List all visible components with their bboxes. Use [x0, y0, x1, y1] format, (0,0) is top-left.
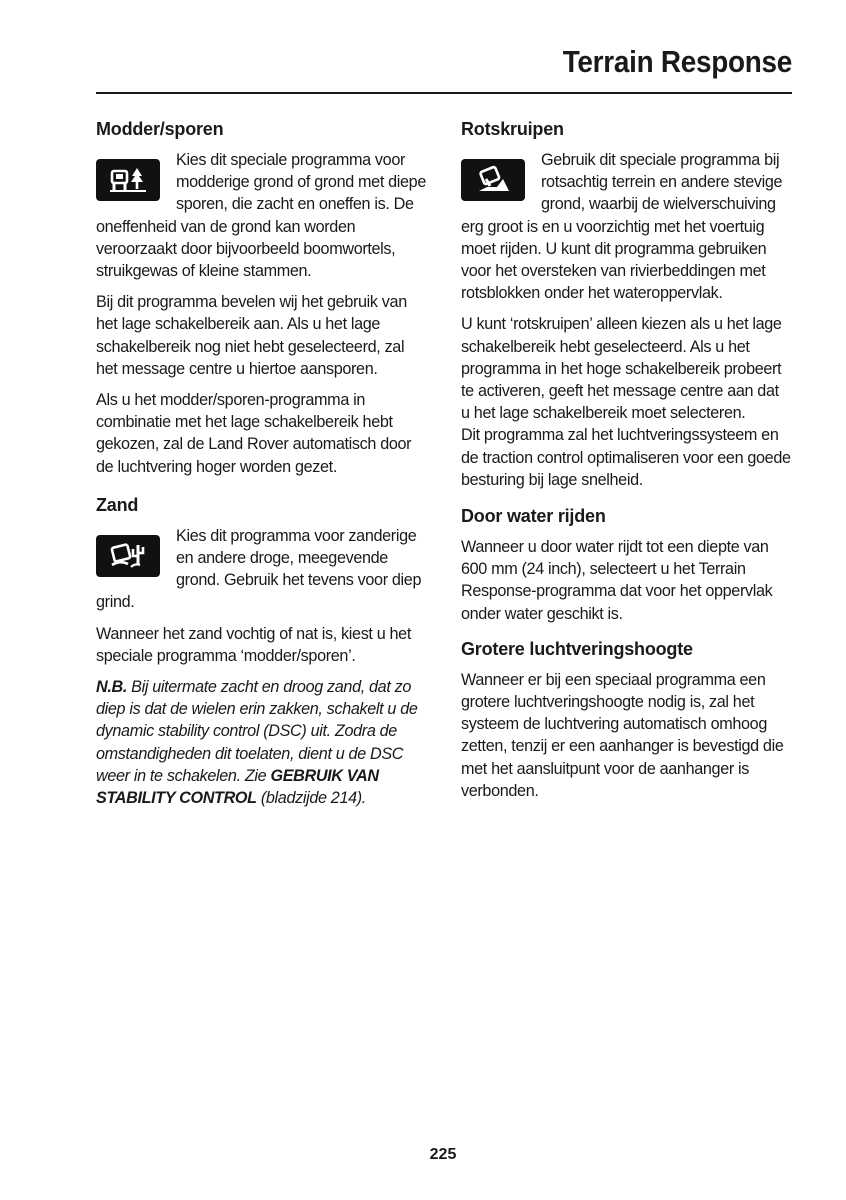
cross-reference-link[interactable]: GEBRUIK VAN STABILITY CONTROL: [96, 766, 379, 808]
section-intro: Kies dit speciale programma voor modderige grond of grond met diepe sporen, die zacht en oneffen is. De oneffenheid van de grond kan worden veroorzaakt door bijvoorbeeld boomwortels, struikgewas of kleine stammen.: [96, 151, 426, 281]
note-paragraph: N.B. Bij uitermate zacht en droog zand, dat zo diep is dat de wielen erin zakken, schakelt u de dynamic stability control (DSC) uit. Zodra de omstandigheden dit toelaten, dient u de DSC weer in te schakelen. Zie GEBRUIK VAN STABILITY CONTROL (bladzijde 214).: [96, 678, 418, 808]
section-rock-crawl: [461, 118, 791, 491]
section-paragraph: Wanneer u door water rijdt tot een diepte van 600 mm (24 inch), selecteert u het Terrain Response-programma dat voor het oppervlak onder water geschikt is.: [461, 538, 773, 623]
rock-crawl-icon: [461, 159, 525, 201]
note-label: N.B.: [96, 678, 127, 697]
section-paragraph: Als u het modder/sporen-programma in combinatie met het lage schakelbereik hebt gekozen, zal de Land Rover automatisch door de luchtvering hoger worden gezet.: [96, 391, 412, 476]
section-paragraph: Bij dit programma bevelen wij het gebruik van het lage schakelbereik aan. Als u het lage schakelbereik nog niet hebt geselecteerd, zal het message centre u hiertoe aansporen.: [96, 293, 407, 378]
section-heading: Door water rijden: [461, 506, 606, 527]
sand-icon: [96, 535, 160, 577]
page-title: Terrain Response: [562, 44, 792, 79]
page-number: 225: [429, 1146, 457, 1163]
section-intro: Gebruik dit speciale programma bij rotsachtig terrein en andere stevige grond, waarbij de wielverschuiving erg groot is en u voorzichtig met het voertuig moet rijden. U kunt dit programma gebruiken voor het oversteken van rivierbeddingen met rotsblokken onder het wateroppervlak.: [461, 151, 783, 303]
left-column: [96, 118, 426, 825]
section-paragraph: Wanneer er bij een speciaal programma een grotere luchtveringshoogte nodig is, zal het systeem de luchtvering automatisch omhoog zetten, tenzij er een aanhanger is bevestigd die met het aansluitpunt voor de aanhanger is verbonden.: [461, 670, 784, 800]
section-intro: Kies dit programma voor zanderige en andere droge, meegevende grond. Gebruik het tevens voor diep grind.: [96, 526, 422, 612]
section-water: [461, 505, 791, 625]
section-heading: Rotskruipen: [461, 119, 564, 139]
section-sand: [96, 494, 426, 809]
section-heading: Grotere luchtveringshoogte: [461, 638, 693, 659]
title-divider: [96, 92, 792, 94]
mud-ruts-icon: [96, 159, 160, 201]
section-suspension-height: [461, 638, 791, 802]
section-paragraph: Wanneer het zand vochtig of nat is, kiest u het speciale programma ‘modder/sporen’.: [96, 624, 411, 665]
right-column: [461, 118, 791, 818]
section-heading: Modder/sporen: [96, 119, 224, 139]
section-heading: Zand: [96, 494, 139, 515]
section-paragraph: U kunt ‘rotskruipen’ alleen kiezen als u het lage schakelbereik hebt geselecteerd. Als u het programma in het hoge schakelbereik probeert te activeren, geeft het message centre aan dat u het lage schakelbereik moet selecteren. Dit programma zal het luchtveringssysteem en de traction control optimaliseren voor een goede besturing bij lage snelheid.: [461, 315, 791, 489]
section-mud-ruts: [96, 118, 426, 478]
